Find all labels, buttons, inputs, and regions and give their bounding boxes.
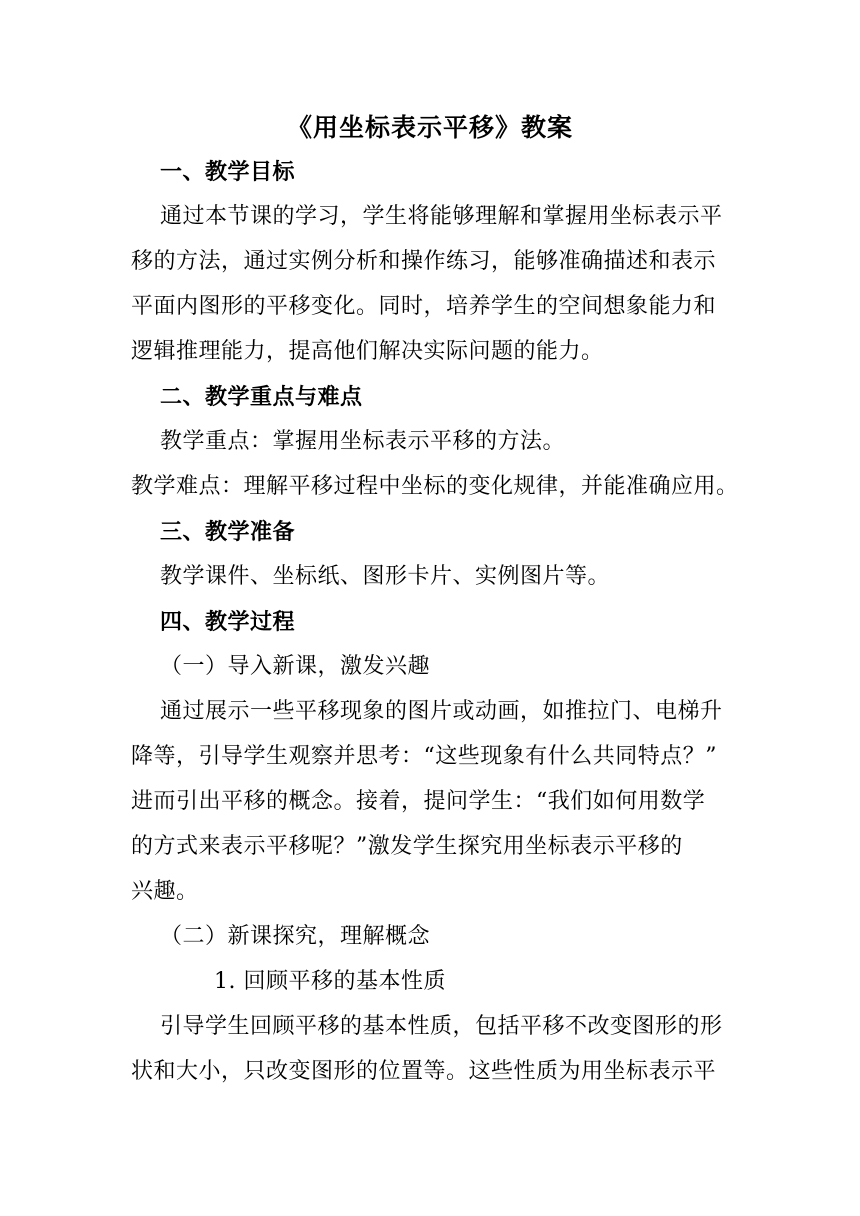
paragraph-line: 引导学生回顾平移的基本性质，包括平移不改变图形的形 [160, 1014, 723, 1039]
paragraph-line: 通过展示一些平移现象的图片或动画，如推拉门、电梯升 [160, 699, 723, 724]
subsection-heading-explore: （二）新课探究，理解概念 [160, 924, 431, 949]
subsection-heading-intro: （一）导入新课，激发兴趣 [160, 654, 431, 679]
paragraph-line: 通过本节课的学习，学生将能够理解和掌握用坐标表示平 [160, 204, 723, 229]
paragraph-line: 兴趣。 [131, 879, 199, 904]
paragraph-line: 逻辑推理能力，提高他们解决实际问题的能力。 [131, 339, 604, 364]
paragraph-line: 状和大小，只改变图形的位置等。这些性质为用坐标表示平 [131, 1059, 717, 1084]
paragraph-line: 降等，引导学生观察并思考：“这些现象有什么共同特点？” [131, 744, 717, 769]
paragraph-line: 进而引出平移的概念。接着，提问学生：“我们如何用数学 [131, 789, 706, 814]
section-heading-preparation: 三、教学准备 [160, 519, 296, 545]
paragraph-line: 平面内图形的平移变化。同时，培养学生的空间想象能力和 [131, 294, 717, 319]
section-heading-objectives: 一、教学目标 [160, 159, 296, 185]
paragraph-line: 教学难点：理解平移过程中坐标的变化规律，并能准确应用。 [131, 474, 739, 499]
paragraph-line: 的方式来表示平移呢？”激发学生探究用坐标表示平移的 [131, 834, 683, 859]
section-heading-key-points: 二、教学重点与难点 [160, 384, 363, 410]
paragraph-line: 教学重点：掌握用坐标表示平移的方法。 [160, 429, 566, 454]
paragraph-line: 教学课件、坐标纸、图形卡片、实例图片等。 [160, 564, 611, 589]
section-heading-process: 四、教学过程 [160, 609, 296, 635]
numbered-item-heading: 1. 回顾平移的基本性质 [214, 969, 446, 994]
paragraph-line: 移的方法，通过实例分析和操作练习，能够准确描述和表示 [131, 249, 717, 274]
document-title: 《用坐标表示平移》教案 [286, 113, 573, 142]
